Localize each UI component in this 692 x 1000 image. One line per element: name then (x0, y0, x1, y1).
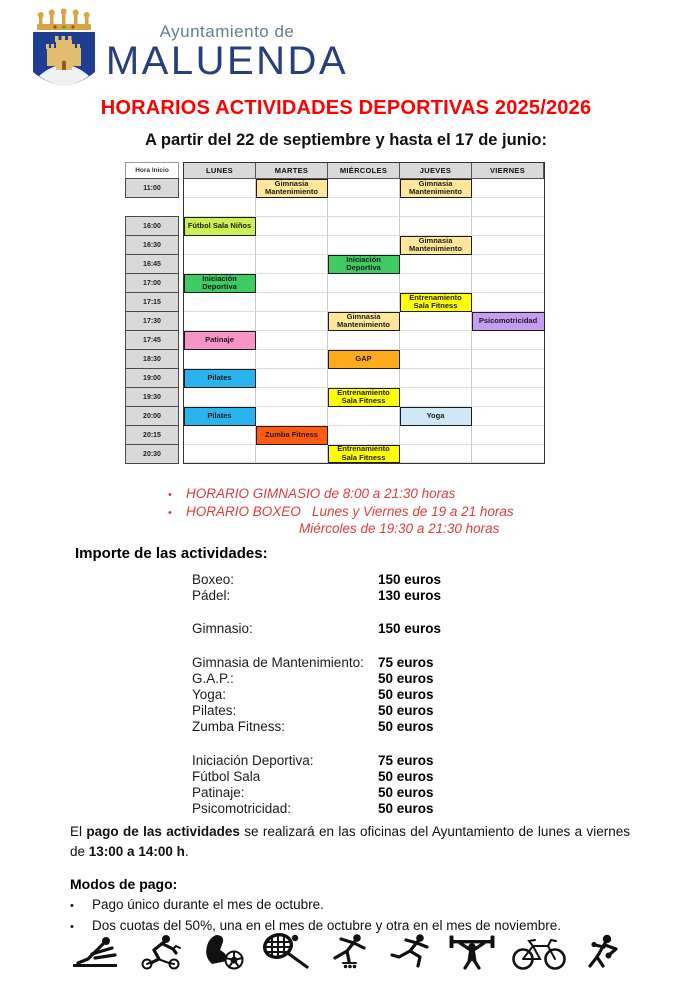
time-cell: 17:45 (125, 330, 179, 350)
activity-block: Yoga (400, 407, 472, 426)
schedule-cell (400, 312, 472, 331)
day-header-cell: MARTES (256, 163, 328, 179)
day-header-cell: JUEVES (400, 163, 472, 179)
price-value: 50 euros (378, 801, 434, 817)
price-group (192, 655, 441, 736)
gymnastics-icon (70, 933, 122, 971)
price-label: Patinaje: (192, 785, 245, 801)
schedule-cell (184, 445, 256, 463)
price-row (192, 785, 441, 801)
note-boxeo (168, 504, 514, 522)
prices-title: Importe de las actividades: (75, 545, 268, 562)
activity-block: Entrenamiento Sala Fitness (400, 293, 472, 312)
schedule-row (125, 388, 545, 407)
schedule-cell (184, 350, 256, 369)
payment-mode-item (70, 895, 561, 916)
schedule-cell (400, 255, 472, 274)
price-row (192, 719, 441, 735)
schedule-cell (256, 198, 328, 217)
schedule-days (183, 331, 545, 350)
schedule-days (183, 369, 545, 388)
schedule-cell (184, 407, 256, 426)
schedule-cell (328, 217, 400, 236)
day-header-cell: LUNES (184, 163, 256, 179)
schedule-cell (256, 407, 328, 426)
schedule-days (183, 274, 545, 293)
price-label: Gimnasia de Mantenimiento: (192, 654, 364, 670)
schedule-cell (328, 274, 400, 293)
schedule-cell (184, 369, 256, 388)
schedule-cell (328, 350, 400, 369)
payment-segment: 13:00 a 14:00 h (88, 844, 185, 859)
price-label: Iniciación Deportiva: (192, 752, 314, 768)
day-header-cell: VIERNES (472, 163, 544, 179)
boxing-icon (582, 933, 622, 971)
schedule-days (183, 179, 545, 198)
schedule-row (125, 312, 545, 331)
schedule-cell (256, 369, 328, 388)
activity-block: Iniciación Deportiva (328, 255, 400, 274)
price-label: Yoga: (192, 687, 227, 703)
schedule-row (125, 217, 545, 236)
schedule-cell (256, 388, 328, 407)
activity-block: Gimnasia Mantenimiento (256, 179, 328, 198)
price-row (192, 687, 441, 703)
schedule-cell (184, 255, 256, 274)
schedule-cell (400, 388, 472, 407)
price-value: 50 euros (378, 687, 434, 703)
note-text: Miércoles de 19:30 a 21:30 horas (299, 521, 500, 536)
note-text: HORARIO GIMNASIO de 8:00 a 21:30 horas (186, 486, 456, 501)
schedule-cell (400, 445, 472, 463)
time-cell: 16:45 (125, 254, 179, 274)
time-cell: 16:00 (125, 216, 179, 236)
time-cell: 17:15 (125, 292, 179, 312)
bullet-dot: • (70, 900, 74, 912)
schedule-row (125, 331, 545, 350)
schedule-cell (256, 255, 328, 274)
schedule-days (183, 407, 545, 426)
price-label: G.A.P.: (192, 670, 234, 686)
schedule-cell (184, 217, 256, 236)
price-label: Pilates: (192, 703, 237, 719)
schedule-cell (328, 445, 400, 463)
schedule-cell (400, 369, 472, 388)
schedule-cell (256, 426, 328, 445)
note-text: HORARIO BOXEO Lunes y Viernes de 19 a 21 horas (186, 503, 514, 519)
price-row (192, 621, 441, 637)
schedule-cell (328, 293, 400, 312)
time-cell: 20:00 (125, 406, 179, 426)
schedule-cell (184, 331, 256, 350)
payment-modes-title: Modos de pago: (70, 876, 178, 892)
price-group (192, 621, 441, 637)
note-boxeo-2 (299, 521, 514, 538)
activity-block: Zumba Fitness (256, 426, 328, 445)
price-value: 50 euros (378, 785, 434, 801)
time-cell: 11:00 (125, 178, 179, 198)
time-cell (125, 197, 179, 217)
schedule-cell (472, 198, 544, 217)
schedule-days (183, 445, 545, 464)
bullet-dot: • (70, 921, 74, 933)
schedule-row (125, 369, 545, 388)
price-label: Psicomotricidad: (192, 801, 292, 817)
schedule-cell (256, 445, 328, 463)
activity-block: Pilates (184, 407, 256, 426)
time-header-cell: Hora Inicio (125, 162, 179, 179)
spinning-icon (136, 933, 186, 971)
schedule-cell (328, 407, 400, 426)
bullet-dot: • (168, 489, 172, 501)
price-label: Gimnasio: (192, 621, 253, 637)
schedule-cell (400, 179, 472, 198)
schedule-cell (400, 407, 472, 426)
activity-block: Iniciación Deportiva (184, 274, 256, 293)
price-group (192, 572, 441, 604)
org-name: MALUENDA (105, 39, 349, 83)
schedule-cell (328, 331, 400, 350)
maluenda-coat-of-arms-icon (25, 8, 103, 96)
running-icon (387, 933, 433, 971)
price-value: 50 euros (378, 670, 434, 686)
price-label: Fútbol Sala (192, 768, 261, 784)
schedule-row (125, 350, 545, 369)
schedule-cell (184, 236, 256, 255)
schedule-cell (328, 179, 400, 198)
time-cell: 20:15 (125, 425, 179, 445)
payment-mode-text: Dos cuotas del 50%, una en el mes de octubre y otra en el mes de noviembre. (92, 918, 562, 933)
page-title: HORARIOS ACTIVIDADES DEPORTIVAS 2025/2026 (100, 97, 592, 119)
schedule-row (125, 179, 545, 198)
schedule-row (125, 293, 545, 312)
skating-icon (327, 933, 373, 971)
price-value: 150 euros (378, 621, 442, 637)
schedule-cell (472, 426, 544, 445)
org-text-block (103, 8, 351, 96)
sport-icons-row (70, 933, 622, 971)
hours-notes (168, 486, 514, 538)
schedule-cell (472, 236, 544, 255)
schedule-row (125, 255, 545, 274)
price-row (192, 588, 441, 604)
price-label: Zumba Fitness: (192, 719, 286, 735)
schedule-cell (472, 179, 544, 198)
schedule-cell (472, 255, 544, 274)
activity-block: Patinaje (184, 331, 256, 350)
payment-mode-text: Pago único durante el mes de octubre. (92, 897, 324, 912)
football-icon (200, 933, 248, 971)
schedule-table (125, 162, 545, 464)
schedule-cell (472, 312, 544, 331)
note-gimnasio (168, 486, 514, 504)
activity-block: Gimnasia Mantenimiento (400, 236, 472, 255)
time-cell: 18:30 (125, 349, 179, 369)
schedule-cell (328, 426, 400, 445)
price-list (192, 572, 441, 834)
price-row (192, 703, 441, 719)
time-cell: 19:00 (125, 368, 179, 388)
header-logo (25, 8, 355, 96)
price-row (192, 572, 441, 588)
schedule-cell (256, 312, 328, 331)
schedule-cell (256, 331, 328, 350)
activity-block: Entrenamiento Sala Fitness (328, 445, 400, 463)
price-value: 150 euros (378, 572, 442, 587)
schedule-cell (184, 312, 256, 331)
schedule-row (125, 445, 545, 464)
schedule-row (125, 236, 545, 255)
schedule-cell (184, 274, 256, 293)
time-cell: 19:30 (125, 387, 179, 407)
schedule-row (125, 198, 545, 217)
payment-segment: . (184, 844, 189, 859)
schedule-cell (328, 198, 400, 217)
schedule-cell (400, 350, 472, 369)
weightlifting-icon (447, 933, 497, 971)
schedule-cell (328, 255, 400, 274)
page-subtitle: A partir del 22 de septiembre y hasta el 17 de junio: (145, 131, 547, 149)
schedule-cell (184, 198, 256, 217)
schedule-cell (400, 293, 472, 312)
time-cell: 16:30 (125, 235, 179, 255)
time-cell: 20:30 (125, 444, 179, 464)
payment-segment: se realizará en las oficinas del Ayuntamiento de lunes a viernes de (70, 824, 630, 859)
payment-segment: El (70, 824, 87, 839)
price-row (192, 769, 441, 785)
schedule-cell (472, 388, 544, 407)
schedule-cell (400, 198, 472, 217)
schedule-cell (400, 236, 472, 255)
padel-icon (261, 933, 313, 971)
price-row (192, 655, 441, 671)
schedule-days (183, 236, 545, 255)
schedule-cell (472, 293, 544, 312)
schedule-cell (184, 426, 256, 445)
price-row (192, 753, 441, 769)
activity-block: Psicomotricidad (472, 312, 545, 331)
schedule-cell (400, 274, 472, 293)
bullet-dot: • (168, 506, 172, 519)
cycling-icon (510, 933, 568, 971)
time-cell: 17:00 (125, 273, 179, 293)
schedule-days (183, 217, 545, 236)
schedule-cell (256, 350, 328, 369)
schedule-cell (400, 426, 472, 445)
schedule-cell (472, 217, 544, 236)
org-line: Ayuntamiento de (159, 22, 295, 41)
schedule-cell (256, 293, 328, 312)
schedule-header-row (125, 162, 545, 179)
schedule-days (183, 293, 545, 312)
schedule-days (183, 255, 545, 274)
schedule-header-days (183, 162, 545, 179)
schedule-row (125, 274, 545, 293)
schedule-cell (472, 445, 544, 463)
price-row (192, 671, 441, 687)
payment-modes-list (70, 895, 561, 937)
day-header-cell: MIÉRCOLES (328, 163, 400, 179)
schedule-cell (400, 331, 472, 350)
schedule-cell (472, 331, 544, 350)
schedule-cell (256, 274, 328, 293)
schedule-cell (256, 179, 328, 198)
price-value: 50 euros (378, 719, 434, 735)
schedule-cell (184, 388, 256, 407)
price-row (192, 801, 441, 817)
schedule-cell (472, 350, 544, 369)
schedule-cell (184, 293, 256, 312)
price-group (192, 753, 441, 818)
schedule-row (125, 426, 545, 445)
schedule-cell (472, 274, 544, 293)
price-value: 75 euros (378, 752, 434, 768)
schedule-days (183, 312, 545, 331)
activity-block: GAP (328, 350, 400, 369)
price-label: Boxeo: (192, 572, 235, 587)
schedule-days (183, 198, 545, 217)
schedule-cell (256, 236, 328, 255)
schedule-cell (328, 312, 400, 331)
schedule-cell (328, 369, 400, 388)
activity-block: Gimnasia Mantenimiento (328, 312, 400, 331)
payment-segment: pago de las actividades (86, 824, 240, 839)
price-value: 50 euros (378, 768, 434, 784)
schedule-cell (328, 388, 400, 407)
schedule-cell (472, 407, 544, 426)
price-value: 50 euros (378, 703, 434, 719)
price-value: 75 euros (378, 654, 434, 670)
schedule-days (183, 426, 545, 445)
activity-block: Gimnasia Mantenimiento (400, 179, 472, 198)
schedule-cell (400, 217, 472, 236)
schedule-cell (256, 217, 328, 236)
activity-block: Fútbol Sala Niños (184, 217, 256, 236)
schedule-days (183, 350, 545, 369)
price-value: 130 euros (378, 588, 442, 604)
schedule-row (125, 407, 545, 426)
time-cell: 17:30 (125, 311, 179, 331)
activity-block: Entrenamiento Sala Fitness (328, 388, 400, 407)
schedule-cell (184, 179, 256, 198)
schedule-days (183, 388, 545, 407)
activity-block: Pilates (184, 369, 256, 388)
payment-paragraph (70, 822, 630, 862)
price-label: Pádel: (192, 588, 231, 604)
schedule-cell (472, 369, 544, 388)
schedule-cell (328, 236, 400, 255)
